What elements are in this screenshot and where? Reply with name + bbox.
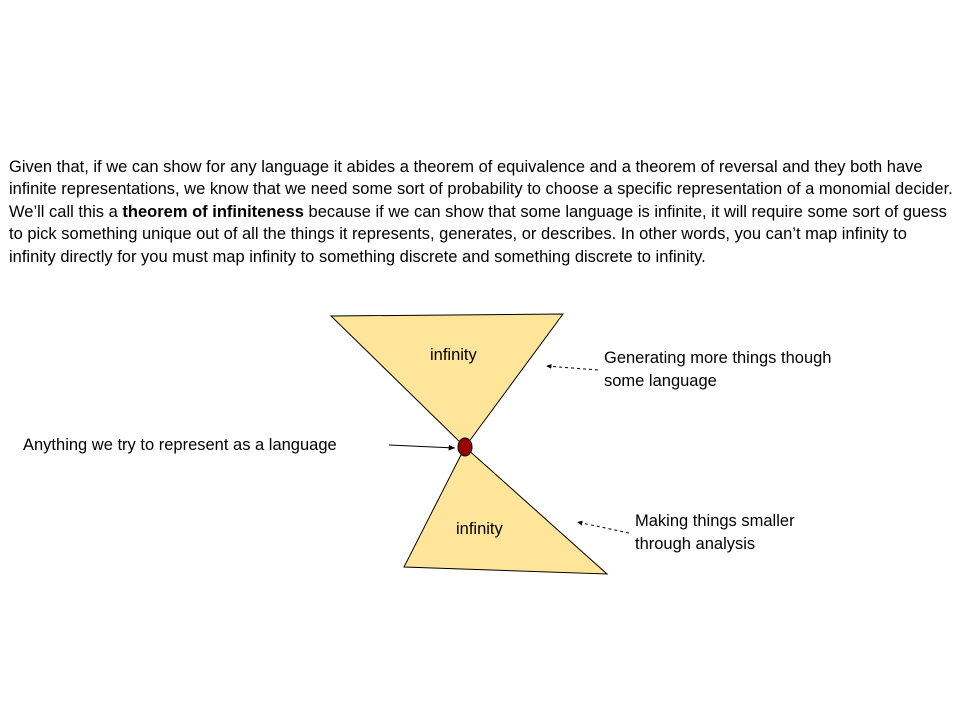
bottom-annotation — [635, 510, 795, 555]
top-cone-label: infinity — [430, 346, 477, 364]
bottom-annotation-line1: Making things smaller — [635, 512, 795, 530]
center-arrow — [389, 445, 455, 448]
bottom-dashed-arrow — [577, 522, 629, 533]
paragraph-bold-term: theorem of infiniteness — [122, 202, 304, 221]
top-cone — [331, 314, 563, 447]
top-annotation-line2: some language — [604, 371, 717, 390]
top-dashed-arrow — [546, 366, 598, 370]
bottom-cone — [404, 447, 607, 574]
top-annotation — [604, 347, 831, 392]
bottom-annotation-line2: through analysis — [635, 534, 756, 553]
paragraph-text-after: because if we can show that some language is infinite, it will require some sort of guess to pick something unique out of all the things it represents, generates, or describes. In other words, you can’t map infinity to infinity directly for you must map infinity to something discrete and something discrete to infinity. — [9, 202, 947, 266]
bottom-cone-label: infinity — [456, 520, 503, 538]
paragraph-text-before: Given that, if we can show for any language it abides a theorem of equivalence and a theorem of reversal and they both have infinite representations, we know that we need some sort of probability to choose a specific representation of a monomial decider. We’ll call this a — [9, 158, 953, 221]
center-label: Anything we try to represent as a language — [23, 436, 337, 454]
top-annotation-line1: Generating more things though — [604, 349, 832, 367]
center-dot — [458, 438, 472, 456]
